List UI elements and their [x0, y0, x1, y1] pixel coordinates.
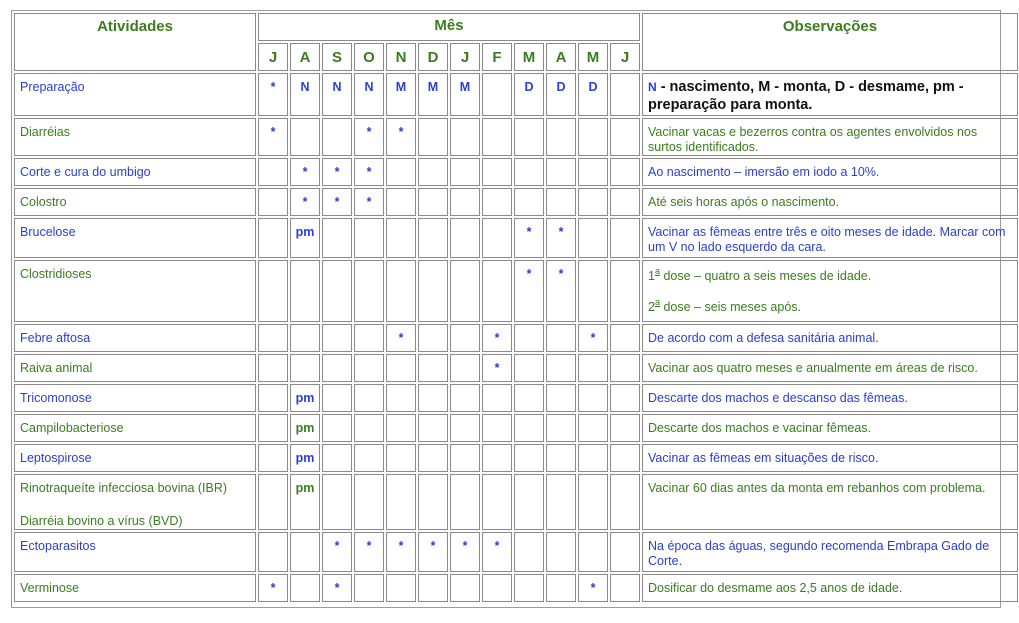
table-row [14, 118, 1018, 156]
month-mark-cell [578, 260, 608, 322]
activity-label: Campilobacteriose [20, 421, 124, 435]
month-mark-cell [258, 444, 288, 472]
month-mark-cell [322, 384, 352, 412]
month-mark-cell [546, 574, 576, 602]
month-mark-cell [546, 474, 576, 530]
table-row [14, 414, 1018, 442]
month-mark-cell [514, 384, 544, 412]
month-letter: A [546, 43, 576, 71]
month-mark-cell: * [418, 532, 448, 572]
month-mark-cell: * [290, 158, 320, 186]
month-mark-cell [322, 218, 352, 258]
month-mark-cell [610, 118, 640, 156]
month-letter: N [386, 43, 416, 71]
month-mark-cell [322, 414, 352, 442]
month-mark-cell: * [386, 324, 416, 352]
month-mark-cell [290, 532, 320, 572]
month-mark-cell [514, 158, 544, 186]
table-row [14, 158, 1018, 186]
observation-cell: Na época das águas, segundo recomenda Embrapa Gado de Corte. [642, 532, 1018, 572]
month-mark-cell [578, 384, 608, 412]
month-mark-cell [546, 158, 576, 186]
month-mark-cell [418, 414, 448, 442]
month-mark-cell: M [418, 73, 448, 116]
month-mark-cell [386, 188, 416, 216]
activity-label: Ectoparasitos [20, 539, 96, 553]
month-mark-cell [386, 384, 416, 412]
month-letter: J [450, 43, 480, 71]
month-mark-cell [258, 188, 288, 216]
month-mark-cell [546, 532, 576, 572]
month-mark-cell: M [386, 73, 416, 116]
month-mark-cell [418, 444, 448, 472]
table-row [14, 574, 1018, 602]
month-mark-cell: * [322, 532, 352, 572]
month-mark-cell [514, 188, 544, 216]
month-mark-cell [418, 354, 448, 382]
calendar-frame [11, 10, 1006, 608]
month-mark-cell [482, 260, 512, 322]
month-mark-cell: * [482, 354, 512, 382]
activity-cell [14, 188, 256, 216]
month-mark-cell: D [546, 73, 576, 116]
dose-line: 2$^a$ dose – seis meses após. [648, 297, 802, 314]
month-mark-cell [482, 188, 512, 216]
activity-cell [14, 218, 256, 258]
activity-label: Colostro [20, 195, 67, 209]
month-mark-cell: * [482, 532, 512, 572]
month-mark-cell [482, 158, 512, 186]
sanitary-calendar-table [12, 11, 1019, 604]
month-mark-cell: pm [290, 444, 320, 472]
month-mark-cell [258, 474, 288, 530]
month-letter: O [354, 43, 384, 71]
activity-label: Verminose [20, 581, 80, 595]
observation-cell: Vacinar as fêmeas entre três e oito meses de idade. Marcar com um V no lado esquerdo da cara. [642, 218, 1018, 258]
month-mark-cell: * [514, 260, 544, 322]
month-mark-cell [482, 574, 512, 602]
month-mark-cell [578, 118, 608, 156]
month-mark-cell [322, 324, 352, 352]
observation-cell: Vacinar vacas e bezerros contra os agentes envolvidos nos surtos identificados. [642, 118, 1018, 156]
month-mark-cell [386, 474, 416, 530]
observation-cell: Descarte dos machos e vacinar fêmeas. [642, 414, 1018, 442]
month-mark-cell [610, 384, 640, 412]
month-mark-cell [578, 188, 608, 216]
activity-cell [14, 384, 256, 412]
table-row [14, 260, 1018, 322]
month-mark-cell [322, 354, 352, 382]
month-mark-cell [482, 384, 512, 412]
month-mark-cell [386, 158, 416, 186]
activity-cell [14, 474, 256, 530]
month-mark-cell [482, 414, 512, 442]
month-mark-cell [418, 324, 448, 352]
month-mark-cell: pm [290, 414, 320, 442]
month-mark-cell [546, 354, 576, 382]
month-mark-cell: * [354, 532, 384, 572]
month-mark-cell [290, 354, 320, 382]
month-mark-cell [450, 260, 480, 322]
month-mark-cell [386, 414, 416, 442]
month-mark-cell [450, 354, 480, 382]
month-mark-cell [386, 260, 416, 322]
activity-cell [14, 324, 256, 352]
month-mark-cell [354, 218, 384, 258]
activity-label: Clostridioses [20, 267, 92, 281]
month-mark-cell [354, 384, 384, 412]
month-mark-cell [418, 260, 448, 322]
activity-label: Preparação [20, 80, 85, 94]
month-mark-cell [354, 324, 384, 352]
month-mark-cell: * [354, 158, 384, 186]
month-mark-cell [450, 324, 480, 352]
month-mark-cell [418, 118, 448, 156]
activity-label: Rinotraqueíte infecciosa bovina (IBR) [20, 481, 228, 495]
table-body [14, 13, 1018, 602]
month-mark-cell [450, 158, 480, 186]
month-mark-cell [578, 532, 608, 572]
month-mark-cell: * [322, 188, 352, 216]
month-mark-cell: * [258, 574, 288, 602]
month-mark-cell [450, 188, 480, 216]
month-mark-cell: N [354, 73, 384, 116]
month-mark-cell: D [578, 73, 608, 116]
table-row [14, 73, 1018, 116]
month-mark-cell [354, 260, 384, 322]
month-mark-cell [578, 218, 608, 258]
month-mark-cell [482, 118, 512, 156]
month-letter: J [610, 43, 640, 71]
month-mark-cell: * [258, 118, 288, 156]
month-mark-cell [610, 158, 640, 186]
month-mark-cell [450, 574, 480, 602]
month-mark-cell [322, 474, 352, 530]
month-mark-cell [482, 218, 512, 258]
month-letter: S [322, 43, 352, 71]
month-mark-cell [322, 260, 352, 322]
month-mark-cell: * [354, 118, 384, 156]
legend-text: - nascimento, M - monta, D - desmame, pm - preparação para monta. [648, 79, 964, 113]
month-mark-cell [514, 574, 544, 602]
observation-cell: Ao nascimento – imersão em iodo a 10%. [642, 158, 1018, 186]
month-mark-cell [418, 188, 448, 216]
month-mark-cell [258, 414, 288, 442]
month-mark-cell [258, 218, 288, 258]
month-mark-cell [290, 574, 320, 602]
month-mark-cell [578, 444, 608, 472]
month-mark-cell [610, 73, 640, 116]
activity-cell [14, 260, 256, 322]
observation-cell: Vacinar as fêmeas em situações de risco. [642, 444, 1018, 472]
month-mark-cell [514, 354, 544, 382]
month-mark-cell [290, 324, 320, 352]
month-mark-cell [610, 324, 640, 352]
month-mark-cell [546, 444, 576, 472]
month-mark-cell [578, 158, 608, 186]
month-mark-cell [450, 218, 480, 258]
activity-label: Diarréias [20, 125, 71, 139]
activity-cell [14, 414, 256, 442]
month-mark-cell [610, 218, 640, 258]
month-letter: A [290, 43, 320, 71]
month-mark-cell [258, 324, 288, 352]
month-mark-cell [354, 354, 384, 382]
month-mark-cell: * [514, 218, 544, 258]
activity-label: Leptospirose [20, 451, 92, 465]
month-mark-cell [418, 384, 448, 412]
month-mark-cell [386, 444, 416, 472]
observation-cell: De acordo com a defesa sanitária animal. [642, 324, 1018, 352]
observation-cell: Descarte dos machos e descanso das fêmeas. [642, 384, 1018, 412]
month-mark-cell [482, 444, 512, 472]
month-mark-cell [258, 384, 288, 412]
month-mark-cell: * [386, 118, 416, 156]
observation-cell: Vacinar 60 dias antes da monta em rebanhos com problema. [642, 474, 1018, 530]
month-mark-cell [546, 118, 576, 156]
month-mark-cell [290, 260, 320, 322]
month-mark-cell: pm [290, 384, 320, 412]
month-header: Mês [258, 13, 640, 41]
month-letter: D [418, 43, 448, 71]
activity-cell [14, 574, 256, 602]
activity-label: Tricomonose [20, 391, 92, 405]
table-row [14, 354, 1018, 382]
observation-cell [642, 73, 1018, 116]
observation-cell: Até seis horas após o nascimento. [642, 188, 1018, 216]
table-row [14, 324, 1018, 352]
month-mark-cell: * [322, 158, 352, 186]
month-mark-cell [322, 444, 352, 472]
month-mark-cell [354, 474, 384, 530]
table-row [14, 218, 1018, 258]
month-mark-cell: * [258, 73, 288, 116]
month-mark-cell [450, 414, 480, 442]
month-mark-cell [450, 118, 480, 156]
month-mark-cell [546, 384, 576, 412]
dose-line: 1$^a$ dose – quatro a seis meses de idade. [648, 266, 872, 283]
month-mark-cell [514, 474, 544, 530]
month-mark-cell: * [578, 574, 608, 602]
month-mark-cell [514, 444, 544, 472]
month-mark-cell [354, 574, 384, 602]
activity-cell [14, 118, 256, 156]
month-mark-cell: * [322, 574, 352, 602]
observation-cell [642, 260, 1018, 322]
month-mark-cell: M [450, 73, 480, 116]
month-mark-cell [610, 188, 640, 216]
month-letter: F [482, 43, 512, 71]
month-mark-cell [418, 574, 448, 602]
month-mark-cell [578, 354, 608, 382]
activity-cell [14, 158, 256, 186]
month-mark-cell [418, 474, 448, 530]
month-mark-cell: * [386, 532, 416, 572]
month-mark-cell [386, 218, 416, 258]
month-mark-cell [450, 474, 480, 530]
month-mark-cell: * [578, 324, 608, 352]
month-mark-cell [610, 354, 640, 382]
month-mark-cell [610, 260, 640, 322]
month-mark-cell [546, 188, 576, 216]
month-mark-cell [514, 414, 544, 442]
month-mark-cell [418, 158, 448, 186]
month-mark-cell: pm [290, 218, 320, 258]
activities-header: Atividades [14, 13, 256, 71]
month-mark-cell [258, 158, 288, 186]
activity-cell [14, 532, 256, 572]
activity-cell [14, 354, 256, 382]
month-mark-cell: D [514, 73, 544, 116]
legend-n-letter: N [648, 80, 657, 94]
month-mark-cell [610, 532, 640, 572]
month-mark-cell: * [482, 324, 512, 352]
month-mark-cell [546, 324, 576, 352]
table-row [14, 444, 1018, 472]
month-mark-cell [450, 444, 480, 472]
month-mark-cell: pm [290, 474, 320, 530]
month-mark-cell [354, 414, 384, 442]
month-mark-cell [578, 474, 608, 530]
month-mark-cell: * [354, 188, 384, 216]
month-mark-cell [610, 474, 640, 530]
month-mark-cell [514, 324, 544, 352]
month-mark-cell [258, 532, 288, 572]
month-mark-cell [418, 218, 448, 258]
month-mark-cell [258, 260, 288, 322]
month-mark-cell: N [322, 73, 352, 116]
month-mark-cell [258, 354, 288, 382]
month-mark-cell: * [546, 260, 576, 322]
table-row [14, 384, 1018, 412]
month-mark-cell [290, 118, 320, 156]
month-mark-cell [354, 444, 384, 472]
activity-label: Diarréia bovino a vírus (BVD) [20, 514, 183, 528]
month-mark-cell: * [546, 218, 576, 258]
month-mark-cell [546, 414, 576, 442]
activity-label: Brucelose [20, 225, 76, 239]
activity-label: Raiva animal [20, 361, 93, 375]
month-mark-cell [322, 118, 352, 156]
table-row [14, 474, 1018, 530]
month-mark-cell: * [290, 188, 320, 216]
month-mark-cell [610, 444, 640, 472]
month-mark-cell [386, 354, 416, 382]
month-mark-cell [610, 414, 640, 442]
month-mark-cell: N [290, 73, 320, 116]
month-mark-cell [514, 532, 544, 572]
table-row [14, 532, 1018, 572]
activity-label: Febre aftosa [20, 331, 91, 345]
month-mark-cell [386, 574, 416, 602]
month-letter: M [578, 43, 608, 71]
month-letter: J [258, 43, 288, 71]
month-mark-cell [482, 474, 512, 530]
month-mark-cell [482, 73, 512, 116]
month-mark-cell [610, 574, 640, 602]
table-row [14, 188, 1018, 216]
activity-cell [14, 73, 256, 116]
month-mark-cell [450, 384, 480, 412]
month-letter: M [514, 43, 544, 71]
activity-cell [14, 444, 256, 472]
month-mark-cell [578, 414, 608, 442]
observation-cell: Dosificar do desmame aos 2,5 anos de idade. [642, 574, 1018, 602]
month-mark-cell [514, 118, 544, 156]
observation-cell: Vacinar aos quatro meses e anualmente em áreas de risco. [642, 354, 1018, 382]
activity-label: Corte e cura do umbigo [20, 165, 151, 179]
month-mark-cell: * [450, 532, 480, 572]
observations-header: Observações [642, 13, 1018, 71]
